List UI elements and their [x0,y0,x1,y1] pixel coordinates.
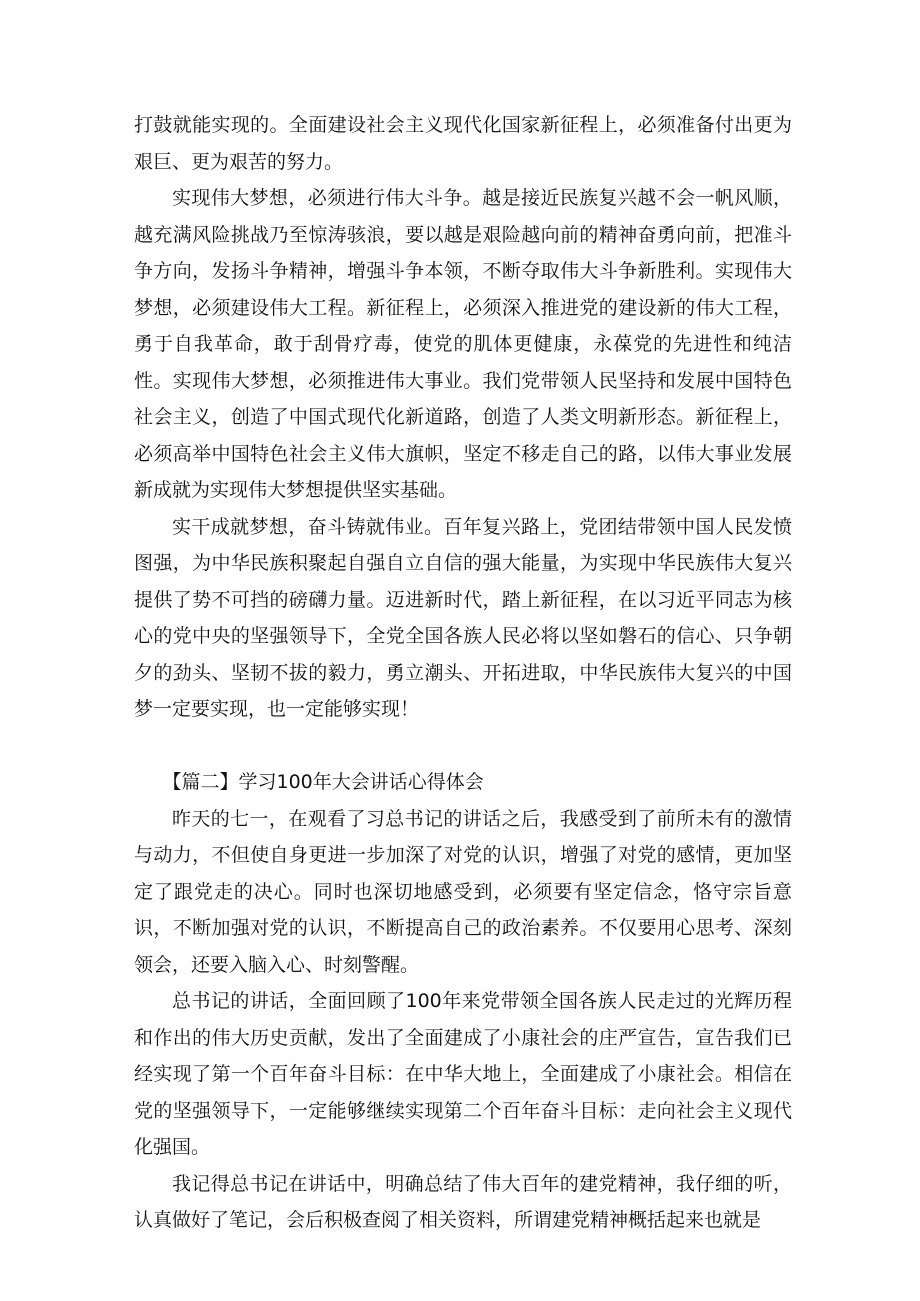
paragraph: 实干成就梦想，奋斗铸就伟业。百年复兴路上，党团结带领中国人民发愤图强，为中华民族积聚起自强自立自信的强大能量，为实现中华民族伟大复兴提供了势不可挡的磅礴力量。迈进新时代，踏上新征程，在以习近平同志为核心的党中央的坚强领导下，全党全国各族人民必将以坚如磐石的信心、只争朝夕的劲头、坚韧不拔的毅力，勇立潮头、开拓进取，中华民族伟大复兴的中国梦一定要实现，也一定能够实现！ [134,515,792,720]
paragraph: 总书记的讲话，全面回顾了100年来党带领全国各族人民走过的光辉历程和作出的伟大历史贡献，发出了全面建成了小康社会的庄严宣告，宣告我们已经实现了第一个百年奋斗目标：在中华大地上，全面建成了小康社会。相信在党的坚强领导下，一定能够继续实现第二个百年奋斗目标：走向社会主义现代化强国。 [134,990,792,1158]
paragraph: 实现伟大梦想，必须进行伟大斗争。越是接近民族复兴越不会一帆风顺，越充满风险挑战乃至惊涛骇浪，要以越是艰险越向前的精神奋勇向前，把准斗争方向，发扬斗争精神，增强斗争本领，不断夺取伟大斗争新胜利。实现伟大梦想，必须建设伟大工程。新征程上，必须深入推进党的建设新的伟大工程，勇于自我革命，敢于刮骨疗毒，使党的肌体更健康，永葆党的先进性和纯洁性。实现伟大梦想，必须推进伟大事业。我们党带领人民坚持和发展中国特色社会主义，创造了中国式现代化新道路，创造了人类文明新形态。新征程上，必须高举中国特色社会主义伟大旗帜，坚定不移走自己的路，以伟大事业发展新成就为实现伟大梦想提供坚实基础。 [134,187,792,501]
document-body [134,107,792,1239]
paragraph: 我记得总书记在讲话中，明确总结了伟大百年的建党精神，我仔细的听，认真做好了笔记，会后积极查阅了相关资料，所谓建党精神概括起来也就是 [134,1172,792,1231]
section-title: 【篇二】学习100年大会讲话心得体会 [162,771,484,793]
paragraph-continued: 打鼓就能实现的。全面建设社会主义现代化国家新征程上，必须准备付出更为艰巨、更为艰苦的努力。 [134,114,792,173]
paragraph: 昨天的七一，在观看了习总书记的讲话之后，我感受到了前所未有的激情与动力，不但使自身更进一步加深了对党的认识，增强了对党的感情，更加坚定了跟党走的决心。同时也深切地感受到，必须要有坚定信念，恪守宗旨意识，不断加强对党的认识，不断提高自己的政治素养。不仅要用心思考、深刻领会，还要入脑入心、时刻警醒。 [134,807,792,976]
